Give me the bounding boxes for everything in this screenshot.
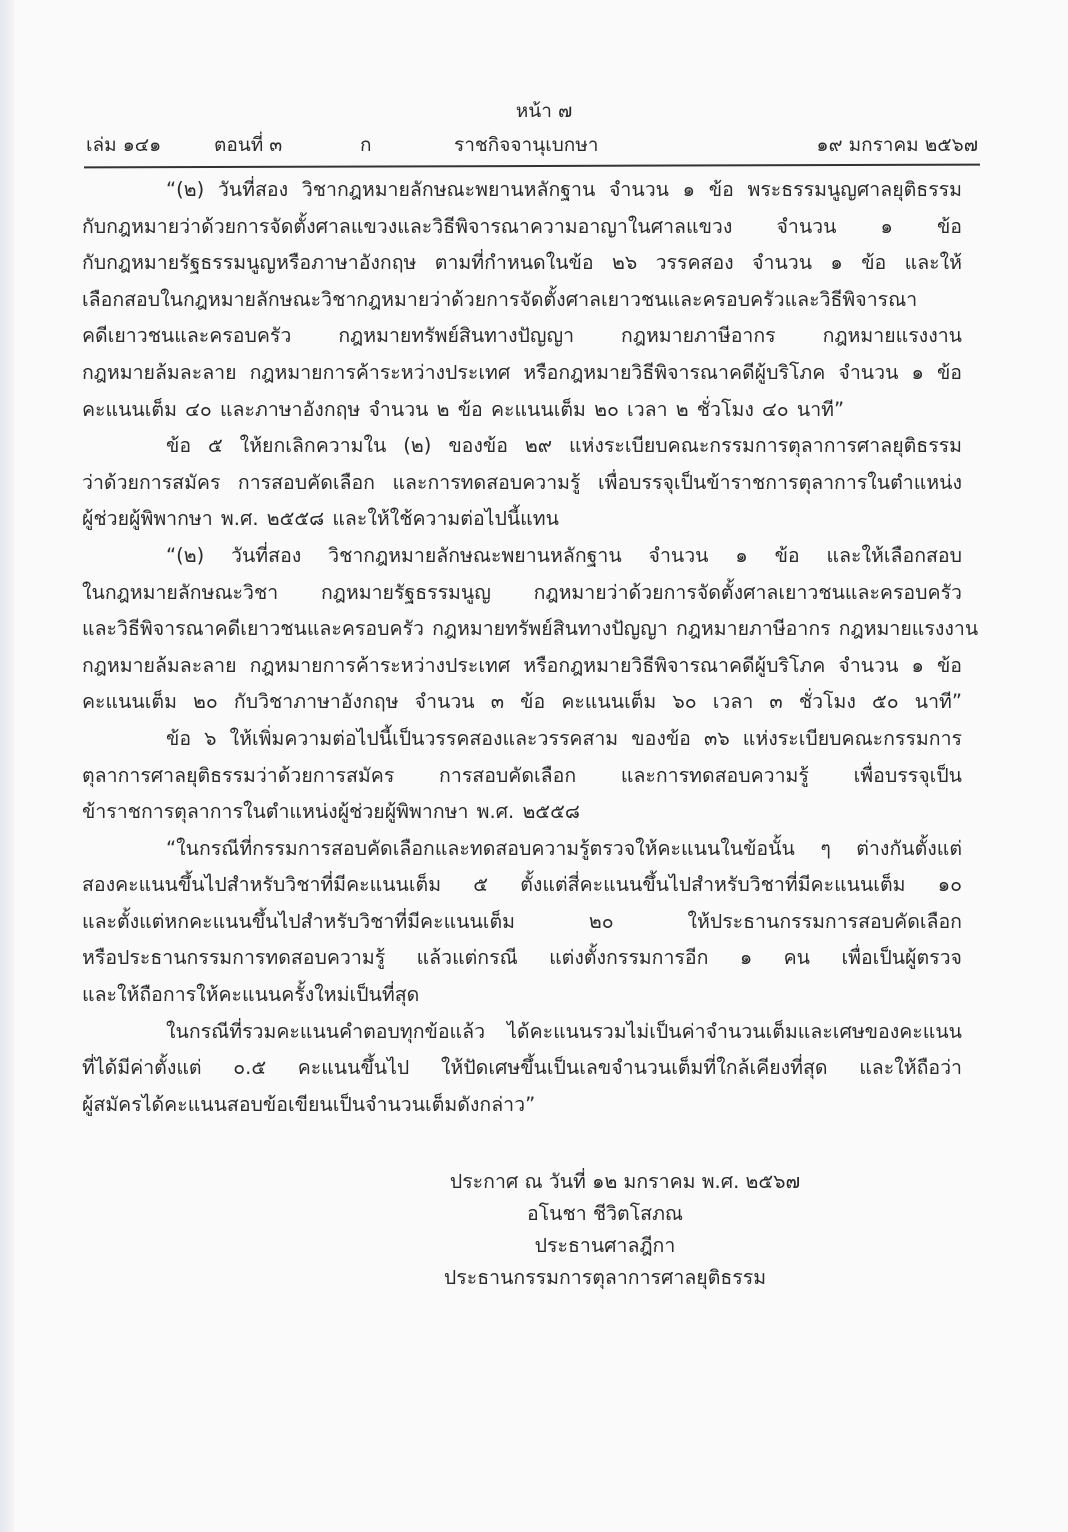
- body-line: กฎหมายล้มละลาย กฎหมายการค้าระหว่างประเทศ หรือกฎหมายวิธีพิจารณาคดีผู้บริโภค จำนวน ๑ ข้อ: [82, 360, 962, 384]
- body-line: กับกฎหมายรัฐธรรมนูญหรือภาษาอังกฤษ ตามที่กำหนดในข้อ ๒๖ วรรคสอง จำนวน ๑ ข้อ และให้: [82, 251, 962, 275]
- body-line: และวิธีพิจารณาคดีเยาวชนและครอบครัว กฎหมายทรัพย์สินทางปัญญา กฎหมายภาษีอากร กฎหมายแรงงาน: [82, 617, 979, 641]
- body-line: “ในกรณีที่กรรมการสอบคัดเลือกและทดสอบความรู้ตรวจให้คะแนนในข้อนั้น ๆ ต่างกันตั้งแต่: [166, 836, 962, 860]
- signatory-name: อโนชา ชีวิตโสภณ: [526, 1202, 684, 1225]
- body-line: ที่ได้มีค่าตั้งแต่ ๐.๕ คะแนนขึ้นไป ให้ปัดเศษขึ้นเป็นเลขจำนวนเต็มที่ใกล้เคียงที่สุด และให้ถือว่า: [82, 1056, 962, 1080]
- header-date: ๑๙ มกราคม ๒๕๖๗: [816, 134, 978, 156]
- signatory-position-1: ประธานศาลฎีกา: [534, 1234, 676, 1257]
- body-line: “(๒) วันที่สอง วิชากฎหมายลักษณะพยานหลักฐาน จำนวน ๑ ข้อ และให้เลือกสอบ: [166, 543, 962, 567]
- body-line: ข้อ ๕ ให้ยกเลิกความใน (๒) ของข้อ ๒๙ แห่งระเบียบคณะกรรมการตุลาการศาลยุติธรรม: [166, 434, 962, 458]
- announcement-date: ประกาศ ณ วันที่ ๑๒ มกราคม พ.ศ. ๒๕๖๗: [449, 1170, 801, 1193]
- header-volume: เล่ม ๑๔๑: [86, 134, 162, 156]
- page-number: หน้า ๗: [515, 100, 573, 122]
- body-line: คะแนนเต็ม ๒๐ กับวิชาภาษาอังกฤษ จำนวน ๓ ข้อ คะแนนเต็ม ๖๐ เวลา ๓ ชั่วโมง ๕๐ นาที”: [82, 690, 962, 714]
- body-line: ผู้ช่วยผู้พิพากษา พ.ศ. ๒๕๕๘ และให้ใช้ความต่อไปนี้แทน: [82, 507, 559, 531]
- header-title: ราชกิจจานุเบกษา: [454, 134, 599, 156]
- signature-block: [380, 1166, 830, 1294]
- body-line: กฎหมายล้มละลาย กฎหมายการค้าระหว่างประเทศ หรือกฎหมายวิธีพิจารณาคดีผู้บริโภค จำนวน ๑ ข้อ: [82, 653, 962, 677]
- body-line: คะแนนเต็ม ๔๐ และภาษาอังกฤษ จำนวน ๒ ข้อ คะแนนเต็ม ๒๐ เวลา ๒ ชั่วโมง ๔๐ นาที”: [82, 397, 845, 421]
- body-line: เลือกสอบในกฎหมายลักษณะวิชากฎหมายว่าด้วยการจัดตั้งศาลเยาวชนและครอบครัวและวิธีพิจารณา: [82, 287, 918, 311]
- signatory-position-2: ประธานกรรมการตุลาการศาลยุติธรรม: [443, 1266, 767, 1289]
- body-line: คดีเยาวชนและครอบครัว กฎหมายทรัพย์สินทางปัญญา กฎหมายภาษีอากร กฎหมายแรงงาน: [82, 324, 962, 348]
- gazette-header: [86, 130, 978, 160]
- body-line: และตั้งแต่หกคะแนนขึ้นไปสำหรับวิชาที่มีคะแนนเต็ม ๒๐ ให้ประธานกรรมการสอบคัดเลือก: [82, 909, 962, 933]
- body-line: ในกฎหมายลักษณะวิชา กฎหมายรัฐธรรมนูญ กฎหมายว่าด้วยการจัดตั้งศาลเยาวชนและครอบครัว: [82, 580, 962, 604]
- body-line: ผู้สมัครได้คะแนนสอบข้อเขียนเป็นจำนวนเต็มดังกล่าว”: [82, 1092, 536, 1116]
- body-line: ในกรณีที่รวมคะแนนคำตอบทุกข้อแล้ว ได้คะแนนรวมไม่เป็นค่าจำนวนเต็มและเศษของคะแนน: [166, 1019, 962, 1043]
- header-divider: [84, 164, 980, 169]
- body-line: และให้ถือการให้คะแนนครั้งใหม่เป็นที่สุด: [82, 983, 420, 1007]
- header-issue: ตอนที่ ๓: [214, 134, 283, 156]
- body-line: ว่าด้วยการสมัคร การสอบคัดเลือก และการทดสอบความรู้ เพื่อบรรจุเป็นข้าราชการตุลาการในตำแหน่ง: [82, 470, 962, 494]
- body-line: ข้าราชการตุลาการในตำแหน่งผู้ช่วยผู้พิพากษา พ.ศ. ๒๕๕๘: [82, 800, 580, 824]
- body-line: หรือประธานกรรมการทดสอบความรู้ แล้วแต่กรณี แต่งตั้งกรรมการอีก ๑ คน เพื่อเป็นผู้ตรวจ: [82, 946, 962, 970]
- body-line: ตุลาการศาลยุติธรรมว่าด้วยการสมัคร การสอบคัดเลือก และการทดสอบความรู้ เพื่อบรรจุเป็น: [82, 763, 962, 787]
- body-line: สองคะแนนขึ้นไปสำหรับวิชาที่มีคะแนนเต็ม ๕ ตั้งแต่สี่คะแนนขึ้นไปสำหรับวิชาที่มีคะแนนเต็ม ๑๐: [82, 873, 962, 897]
- body-line: “(๒) วันที่สอง วิชากฎหมายลักษณะพยานหลักฐาน จำนวน ๑ ข้อ พระธรรมนูญศาลยุติธรรม: [166, 178, 962, 201]
- header-section: ก: [360, 134, 372, 156]
- document-body: [82, 172, 979, 1123]
- body-line: กับกฎหมายว่าด้วยการจัดตั้งศาลแขวงและวิธีพิจารณาความอาญาในศาลแขวง จำนวน ๑ ข้อ: [82, 214, 962, 238]
- body-line: ข้อ ๖ ให้เพิ่มความต่อไปนี้เป็นวรรคสองและวรรคสาม ของข้อ ๓๖ แห่งระเบียบคณะกรรมการ: [166, 726, 962, 750]
